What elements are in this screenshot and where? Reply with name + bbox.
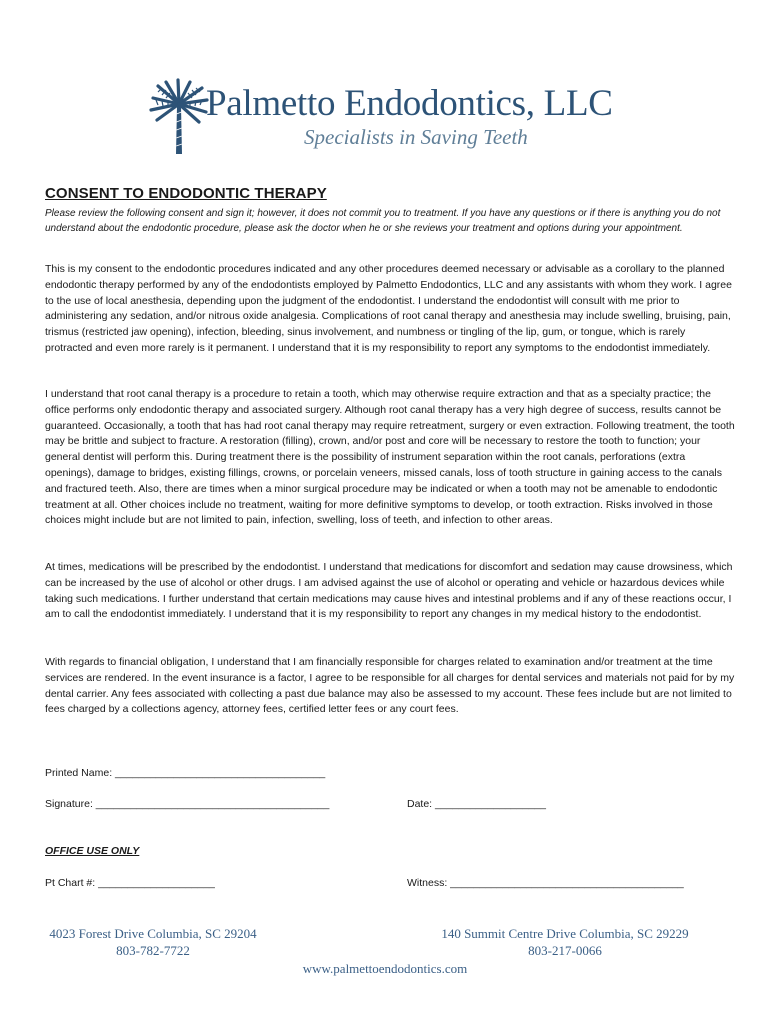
intro-instructions: Please review the following consent and sign it; however, it does not commit you to treatment. If you have any questions or if there is anything you do not understand about the endodontic procedure, please ask the doctor when he or she reviews your treatment and options during your appointment. <box>45 208 721 234</box>
company-name: Palmetto Endodontics, LLC <box>206 83 613 124</box>
footer-phone-forest: 803-782-7722 <box>116 943 190 958</box>
palmetto-tree-icon <box>148 78 210 156</box>
footer-phone-summit: 803-217-0066 <box>528 943 602 958</box>
document-title: CONSENT TO ENDODONTIC THERAPY <box>45 185 327 202</box>
consent-paragraph-financial: With regards to financial obligation, I understand that I am financially responsible for charges related to examination and/or treatment at the time services are rendered. In the event insurance is a factor, I agree to be responsible for all charges for dental services and materials not paid for by my dental carrier. Any fees associated with collecting a past due balance may also be assessed to my account. These fees include but are not limited to fees charged by a collections agency, attorney fees, certified letter fees or any court fees. <box>45 656 735 716</box>
footer-address-summit: 140 Summit Centre Drive Columbia, SC 29229 <box>441 926 689 941</box>
consent-paragraph-procedures: This is my consent to the endodontic procedures indicated and any other procedures deemed necessary or advisable as a corollary to the planned endodontic therapy performed by any of the endodontists employed by Palmetto Endodontics, LLC and any assistants with whom they work. I agree to the use of local anesthesia, depending upon the judgment of the endodontist. I understand the endodontist will consult with me prior to administering any sedation, and/or nitrous oxide analgesia. Complications of root canal therapy and anesthesia may include swelling, bruising, pain, trismus (restricted jaw opening), infection, bleeding, sinus involvement, and numbness or tingling of the lip, gum, or tongue, which is rarely protracted and even more rarely is it permanent. I understand that it is my responsibility to report any symptoms to the endodontist immediately. <box>45 263 732 354</box>
consent-paragraph-medications: At times, medications will be prescribed by the endodontist. I understand that medications for discomfort and sedation may cause drowsiness, which can be increased by the use of alcohol or other drugs. I am advised against the use of alcohol or operating and vehicle or hazardous devices while taking such medications. I further understand that certain medications may cause hives and intestinal problems and if any of these reactions occur, I am to call the endodontist immediately. I understand that it is my responsibility to report any changes in my medical history to the endodontist. <box>45 561 733 621</box>
printed-name-field[interactable]: Printed Name: ____________________________________ <box>45 767 326 779</box>
date-field[interactable]: Date: ___________________ <box>407 798 546 810</box>
office-use-heading: OFFICE USE ONLY <box>45 845 140 857</box>
company-logo <box>148 78 628 158</box>
witness-field[interactable]: Witness: ________________________________________ <box>407 877 684 889</box>
pt-chart-field[interactable]: Pt Chart #: ____________________ <box>45 877 215 889</box>
footer-website-link[interactable]: www.palmettoendodontics.com <box>302 961 468 976</box>
signature-field[interactable]: Signature: ________________________________________ <box>45 798 330 810</box>
consent-paragraph-root-canal: I understand that root canal therapy is a procedure to retain a tooth, which may otherwise require extraction and that as a specialty practice; the office performs only endodontic therapy and associated surgery. Although root canal therapy has a very high degree of success, results cannot be guaranteed. Occasionally, a tooth that has had root canal therapy may require retreatment, surgery or even extraction. Following treatment, the tooth may be brittle and subject to fracture. A restoration (filling), crown, and/or post and core will be necessary to restore the tooth to function; your general dentist will perform this. During treatment there is the possibility of instrument separation within the root canals, perforations (extra openings), damage to bridges, existing fillings, crowns, or porcelain veneers, missed canals, loss of tooth structure in gaining access to the canals and fractured teeth. Also, there are times when a minor surgical procedure may be indicated or when a tooth may not be amenable to endodontic treatment at all. Other choices include no treatment, waiting for more definitive symptoms to develop, or tooth extraction. Risks involved in those choices might include but are not limited to pain, infection, swelling, loss of teeth, and infection to other areas. <box>45 388 735 527</box>
footer-address-forest: 4023 Forest Drive Columbia, SC 29204 <box>49 926 257 941</box>
company-tagline: Specialists in Saving Teeth <box>304 125 528 149</box>
